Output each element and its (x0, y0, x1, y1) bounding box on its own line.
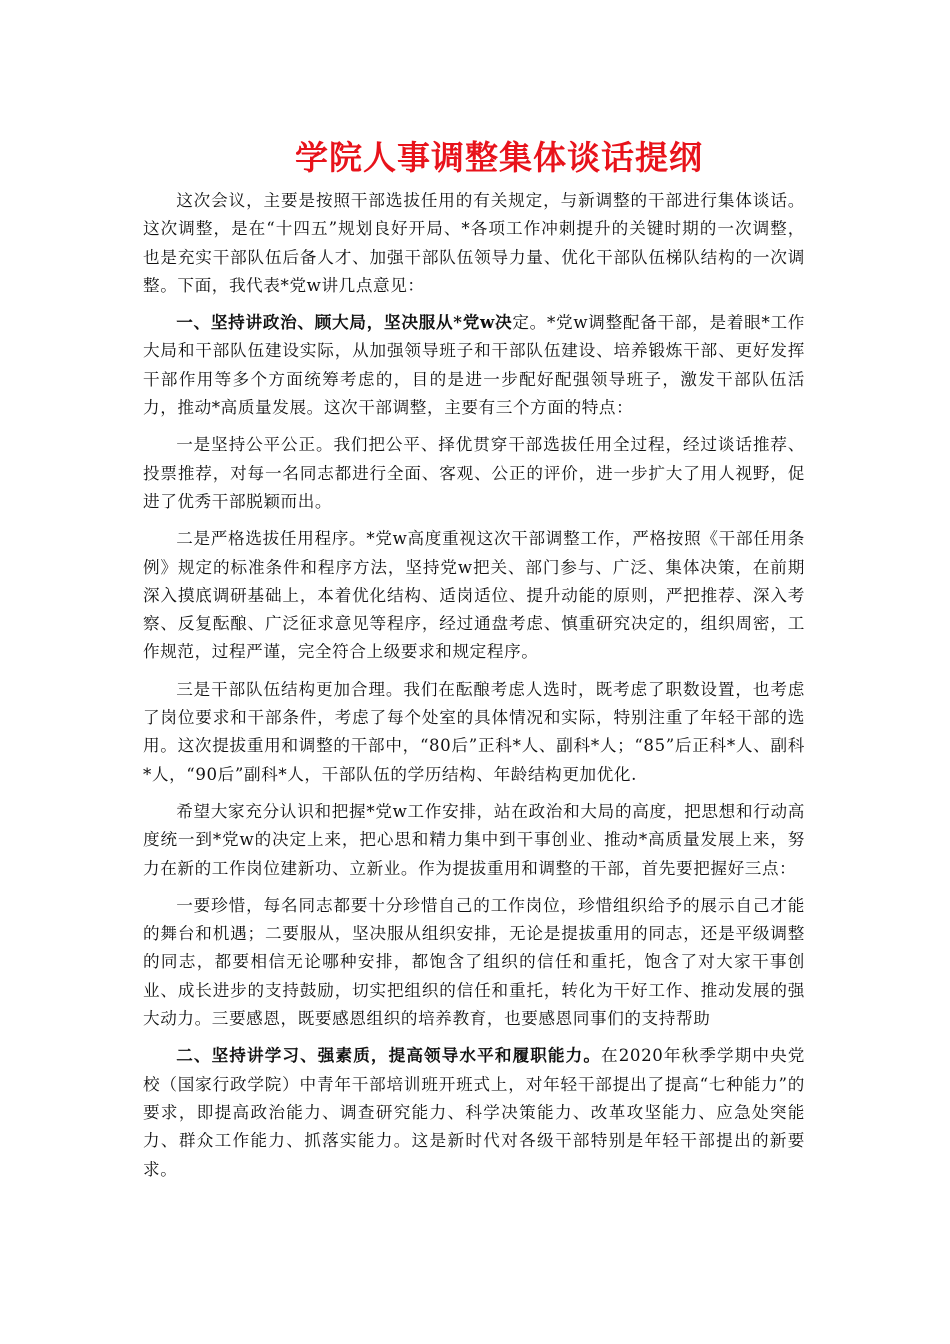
paragraph-point-one: 一是坚持公平公正。我们把公平、择优贯穿干部选拔任用全过程，经过谈话推荐、投票推荐，对每一名同志都进行全面、客观、公正的评价，进一步扩大了用人视野，促进了优秀干部脱颖而出。 (143, 435, 805, 511)
section-two-heading: 二、坚持讲学习、强素质，提高领导水平和履职能力。 (176, 1045, 602, 1066)
paragraph-section-two: 二、坚持讲学习、强素质，提高领导水平和履职能力。在2020年秋季学期中央党校（国家行政学院）中青年干部培训班开班式上，对年轻干部提出了提高“七种能力”的要求，即提高政治能力、调查研究能力、科学决策能力、改革攻坚能力、应急处突能力、群众工作能力、抓落实能力。这是新时代对各级干部特别是年轻干部提出的新要求。 (143, 1045, 805, 1179)
paragraph-three-requirements: 一要珍惜，每名同志都要十分珍惜自己的工作岗位，珍惜组织给予的展示自己才能的舞台和机遇；二要服从，坚决服从组织安排，无论是提拔重用的同志，还是平级调整的同志，都要相信无论哪种安排，都饱含了组织的信任和重托，饱含了对大家干事创业、成长进步的支持鼓励，切实把组织的信任和重托，转化为干好工作、推动发展的强大动力。三要感恩，既要感恩组织的培养教育，也要感恩同事们的支持帮助 (143, 895, 805, 1029)
paragraph-expectations: 希望大家充分认识和把握*党w工作安排，站在政治和大局的高度，把思想和行动高度统一到*党w的决定上来，把心思和精力集中到干事创业、推动*高质量发展上来，努力在新的工作岗位建新功、立新业。作为提拔重用和调整的干部，首先要把握好三点： (143, 801, 805, 878)
paragraph-section-one: 一、坚持讲政治、顾大局，坚决服从*党w决定。*党w调整配备干部，是着眼*工作大局和干部队伍建设实际，从加强领导班子和干部队伍建设、培养锻炼干部、更好发挥干部作用等多个方面统筹考虑的，目的是进一步配好配强领导班子，激发干部队伍活力，推动*高质量发展。这次干部调整，主要有三个方面的特点： (143, 312, 805, 418)
section-one-heading: 一、坚持讲政治、顾大局，坚决服从*党w决 (176, 312, 513, 333)
document-title: 学院人事调整集体谈话提纲 (295, 138, 703, 177)
paragraph-point-two: 二是严格选拔任用程序。*党w高度重视这次干部调整工作，严格按照《干部任用条例》规定的标准条件和程序方法，坚持党w把关、部门参与、广泛、集体决策，在前期深入摸底调研基础上，本着优化结构、适岗适位、提升动能的原则，严把推荐、深入考察、反复酝酿、广泛征求意见等程序，经过通盘考虑、慎重研究决定的，组织周密，工作规范，过程严谨，完全符合上级要求和规定程序。 (143, 529, 805, 662)
paragraph-intro: 这次会议，主要是按照干部选拔任用的有关规定，与新调整的干部进行集体谈话。这次调整，是在“十四五”规划良好开局、*各项工作冲刺提升的关键时期的一次调整，也是充实干部队伍后备人才、加强干部队伍领导力量、优化干部队伍梯队结构的一次调整。下面，我代表*党w讲几点意见： (143, 191, 805, 295)
document-body (143, 186, 805, 1192)
paragraph-point-three: 三是干部队伍结构更加合理。我们在酝酿考虑人选时，既考虑了职数设置，也考虑了岗位要求和干部条件，考虑了每个处室的具体情况和实际，特别注重了年轻干部的选用。这次提拔重用和调整的干部中，“80后”正科*人、副科*人；“85”后正科*人、副科*人，“90后”副科*人，干部队伍的学历结构、年龄结构更加优化. (143, 679, 805, 784)
